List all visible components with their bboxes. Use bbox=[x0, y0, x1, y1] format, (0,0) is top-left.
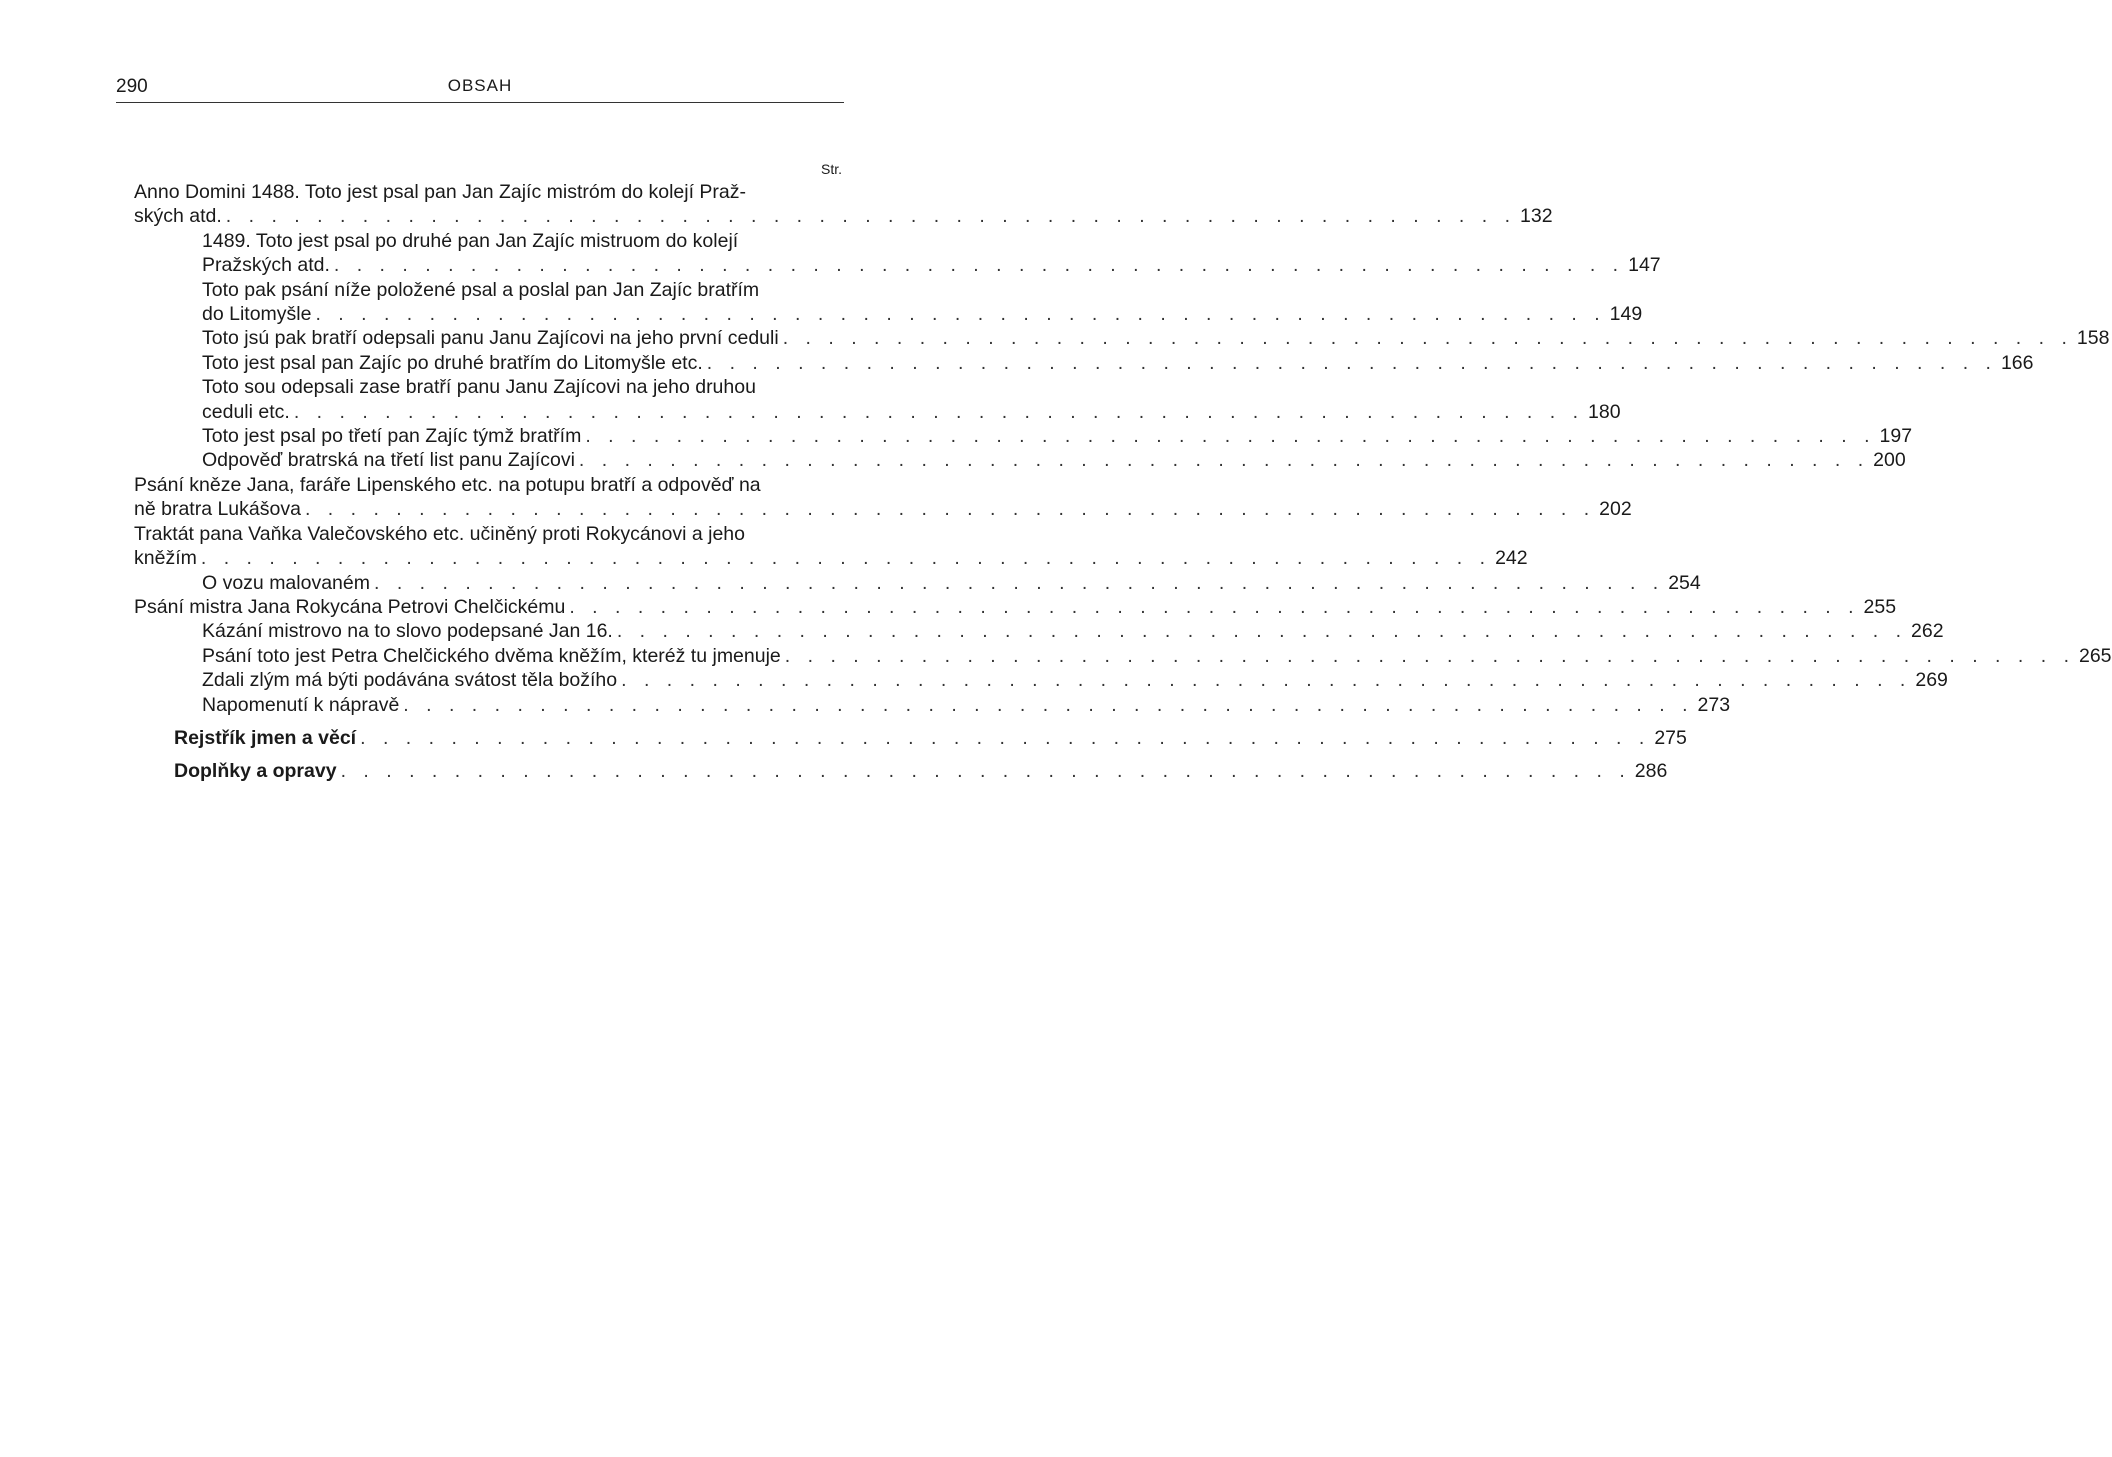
entry-line bbox=[134, 473, 842, 497]
entry-last-line bbox=[134, 595, 1897, 619]
toc-entry bbox=[134, 644, 2112, 668]
entry-text: Toto sou odepsali zase bratří panu Janu Zajícovi na jeho druhou bbox=[202, 376, 756, 399]
toc-entry bbox=[134, 571, 1701, 595]
page-ref: 158 bbox=[2076, 327, 2110, 350]
toc-entry bbox=[134, 473, 1632, 522]
dot-leader: . . . . . . . . . . . . . . . . . . . . . . . . . . . . . . . . . . . . . . . . . . . . . . . . . . . . . . . . . bbox=[578, 449, 1870, 472]
entry-last-line bbox=[134, 204, 1553, 228]
entry-text: Toto pak psání níže položené psal a poslal pan Jan Zajíc bratřím bbox=[202, 278, 760, 301]
dot-leader: . . . . . . . . . . . . . . . . . . . . . . . . . . . . . . . . . . . . . . . . . . . . . . . . . . . . . . . . . bbox=[225, 205, 1516, 228]
entry-line bbox=[202, 278, 842, 302]
entry-last-line bbox=[134, 546, 1528, 570]
toc-entry bbox=[134, 595, 1897, 619]
dot-leader: . . . . . . . . . . . . . . . . . . . . . . . . . . . . . . . . . . . . . . . . . . . . . . . . . . . . . . . . . bbox=[360, 726, 1651, 749]
entry-last-line bbox=[202, 448, 1906, 472]
entry-line bbox=[134, 522, 842, 546]
entry-text: Zdali zlým má býti podávána svátost těla božího bbox=[202, 669, 618, 692]
toc-entry bbox=[134, 693, 1731, 717]
entry-last-line bbox=[202, 400, 1621, 424]
page-ref: 197 bbox=[1879, 425, 1913, 448]
entry-text: Toto jsú pak bratří odepsali panu Janu Zajícovi na jeho první ceduli bbox=[202, 327, 779, 350]
toc-section bbox=[134, 726, 1687, 750]
page-ref: 132 bbox=[1520, 205, 1553, 228]
entry-text: O vozu malovaném bbox=[202, 571, 370, 594]
entry-line bbox=[202, 375, 842, 399]
page-ref: 255 bbox=[1863, 595, 1897, 618]
dot-leader: . . . . . . . . . . . . . . . . . . . . . . . . . . . . . . . . . . . . . . . . . . . . . . . . . . . . . . . . . bbox=[706, 351, 1997, 374]
page-ref: 147 bbox=[1628, 254, 1661, 277]
section-title: Rejstřík jmen a věcí bbox=[174, 726, 357, 749]
dot-leader: . . . . . . . . . . . . . . . . . . . . . . . . . . . . . . . . . . . . . . . . . . . . . . . . . . . . . . . . . bbox=[333, 254, 1625, 277]
entry-last-line bbox=[202, 253, 1661, 277]
entry-text: Psání mistra Jana Rokycána Petrovi Chelčickému bbox=[134, 595, 566, 618]
entry-text: Odpověď bratrská na třetí list panu Zajícovi bbox=[202, 449, 575, 472]
toc-entry bbox=[134, 351, 2034, 375]
toc-entry bbox=[134, 424, 1913, 448]
page-ref: 265 bbox=[2078, 644, 2112, 667]
dot-leader: . . . . . . . . . . . . . . . . . . . . . . . . . . . . . . . . . . . . . . . . . . . . . . . . . . . . . . . . . bbox=[616, 620, 1908, 643]
page-number: 290 bbox=[116, 76, 148, 97]
page-ref: 180 bbox=[1588, 400, 1621, 423]
page-ref: 269 bbox=[1915, 669, 1948, 692]
toc-entry bbox=[134, 229, 1661, 278]
entry-text: ských atd. bbox=[134, 205, 222, 228]
page-column-heading: Str. bbox=[820, 161, 842, 177]
toc-entry bbox=[134, 375, 1621, 424]
page-ref: 166 bbox=[2000, 351, 2034, 374]
entry-text: Pražských atd. bbox=[202, 254, 330, 277]
dot-leader: . . . . . . . . . . . . . . . . . . . . . . . . . . . . . . . . . . . . . . . . . . . . . . . . . . . . . . . . . bbox=[293, 400, 1585, 423]
entry-text: ceduli etc. bbox=[202, 400, 290, 423]
page-ref: 275 bbox=[1654, 726, 1687, 749]
entry-text: Psání kněze Jana, faráře Lipenského etc. na potupu bratří a odpověď na bbox=[134, 473, 761, 496]
entry-last-line bbox=[202, 644, 2112, 668]
page-ref: 200 bbox=[1873, 449, 1906, 472]
dot-leader: . . . . . . . . . . . . . . . . . . . . . . . . . . . . . . . . . . . . . . . . . . . . . . . . . . . . . . . . . bbox=[585, 425, 1876, 448]
page-ref: 149 bbox=[1609, 303, 1643, 326]
dot-leader: . . . . . . . . . . . . . . . . . . . . . . . . . . . . . . . . . . . . . . . . . . . . . . . . . . . . . . . . . bbox=[784, 644, 2075, 667]
page-ref: 254 bbox=[1668, 571, 1701, 594]
entry-text: Kázání mistrovo na to slovo podepsané Jan 16. bbox=[202, 620, 613, 643]
dot-leader: . . . . . . . . . . . . . . . . . . . . . . . . . . . . . . . . . . . . . . . . . . . . . . . . . . . . . . . . . bbox=[621, 669, 1912, 692]
dot-leader: . . . . . . . . . . . . . . . . . . . . . . . . . . . . . . . . . . . . . . . . . . . . . . . . . . . . . . . . . bbox=[304, 498, 1596, 521]
dot-leader: . . . . . . . . . . . . . . . . . . . . . . . . . . . . . . . . . . . . . . . . . . . . . . . . . . . . . . . . . bbox=[569, 595, 1860, 618]
toc-section bbox=[134, 759, 1668, 783]
page-ref: 242 bbox=[1495, 547, 1528, 570]
entry-last-line bbox=[202, 571, 1701, 595]
entry-text: ně bratra Lukášova bbox=[134, 498, 301, 521]
entry-last-line bbox=[202, 351, 2034, 375]
entry-line bbox=[202, 229, 842, 253]
page-header bbox=[116, 72, 844, 102]
toc-entry bbox=[134, 326, 2110, 350]
entry-last-line bbox=[202, 693, 1731, 717]
page-ref: 262 bbox=[1911, 620, 1944, 643]
toc-entry bbox=[134, 668, 1948, 692]
entry-last-line bbox=[134, 497, 1632, 521]
entry-text: Napomenutí k nápravě bbox=[202, 693, 400, 716]
entry-text: Anno Domini 1488. Toto jest psal pan Jan Zajíc mistróm do kolejí Praž- bbox=[134, 181, 747, 203]
toc-entry bbox=[134, 619, 1944, 643]
section-title: Doplňky a opravy bbox=[174, 760, 337, 783]
entry-text: Traktát pana Vaňka Valečovského etc. učiněný proti Rokycánovi a jeho bbox=[134, 522, 745, 545]
toc-entry bbox=[134, 522, 1528, 571]
entry-last-line bbox=[174, 726, 1687, 750]
entry-text: Toto jest psal pan Zajíc po druhé bratřím do Litomyšle etc. bbox=[202, 351, 703, 374]
entry-last-line bbox=[202, 619, 1944, 643]
dot-leader: . . . . . . . . . . . . . . . . . . . . . . . . . . . . . . . . . . . . . . . . . . . . . . . . . . . . . . . . . bbox=[403, 693, 1694, 716]
entry-last-line bbox=[202, 302, 1643, 326]
toc-entries bbox=[134, 180, 2112, 717]
entry-last-line bbox=[202, 326, 2110, 350]
entry-text: Psání toto jest Petra Chelčického dvěma kněžím, kteréž tu jmenuje bbox=[202, 644, 781, 667]
header-rule bbox=[116, 102, 844, 103]
entry-text: do Litomyšle bbox=[202, 303, 312, 326]
entry-last-line bbox=[202, 668, 1948, 692]
page-ref: 202 bbox=[1599, 498, 1632, 521]
dot-leader: . . . . . . . . . . . . . . . . . . . . . . . . . . . . . . . . . . . . . . . . . . . . . . . . . . . . . . . . . bbox=[340, 760, 1631, 783]
page-ref: 286 bbox=[1634, 760, 1668, 783]
entry-last-line bbox=[174, 759, 1668, 783]
toc-entry bbox=[134, 448, 1906, 472]
toc-entry bbox=[134, 278, 1643, 327]
entry-text: Toto jest psal po třetí pan Zajíc týmž bratřím bbox=[202, 425, 582, 448]
dot-leader: . . . . . . . . . . . . . . . . . . . . . . . . . . . . . . . . . . . . . . . . . . . . . . . . . . . . . . . . . bbox=[782, 327, 2073, 350]
page-ref: 273 bbox=[1697, 693, 1731, 716]
entry-line bbox=[134, 180, 842, 204]
running-title: OBSAH bbox=[447, 76, 513, 95]
entry-text: 1489. Toto jest psal po druhé pan Jan Zajíc mistruom do kolejí bbox=[202, 229, 739, 252]
toc-sections bbox=[134, 726, 1687, 784]
entry-text: kněžím bbox=[134, 547, 197, 570]
toc-entry bbox=[134, 180, 1553, 229]
dot-leader: . . . . . . . . . . . . . . . . . . . . . . . . . . . . . . . . . . . . . . . . . . . . . . . . . . . . . . . . . bbox=[200, 547, 1492, 570]
entry-last-line bbox=[202, 424, 1913, 448]
dot-leader: . . . . . . . . . . . . . . . . . . . . . . . . . . . . . . . . . . . . . . . . . . . . . . . . . . . . . . . . . bbox=[315, 303, 1606, 326]
dot-leader: . . . . . . . . . . . . . . . . . . . . . . . . . . . . . . . . . . . . . . . . . . . . . . . . . . . . . . . . . bbox=[374, 571, 1665, 594]
table-of-contents bbox=[134, 158, 2112, 784]
